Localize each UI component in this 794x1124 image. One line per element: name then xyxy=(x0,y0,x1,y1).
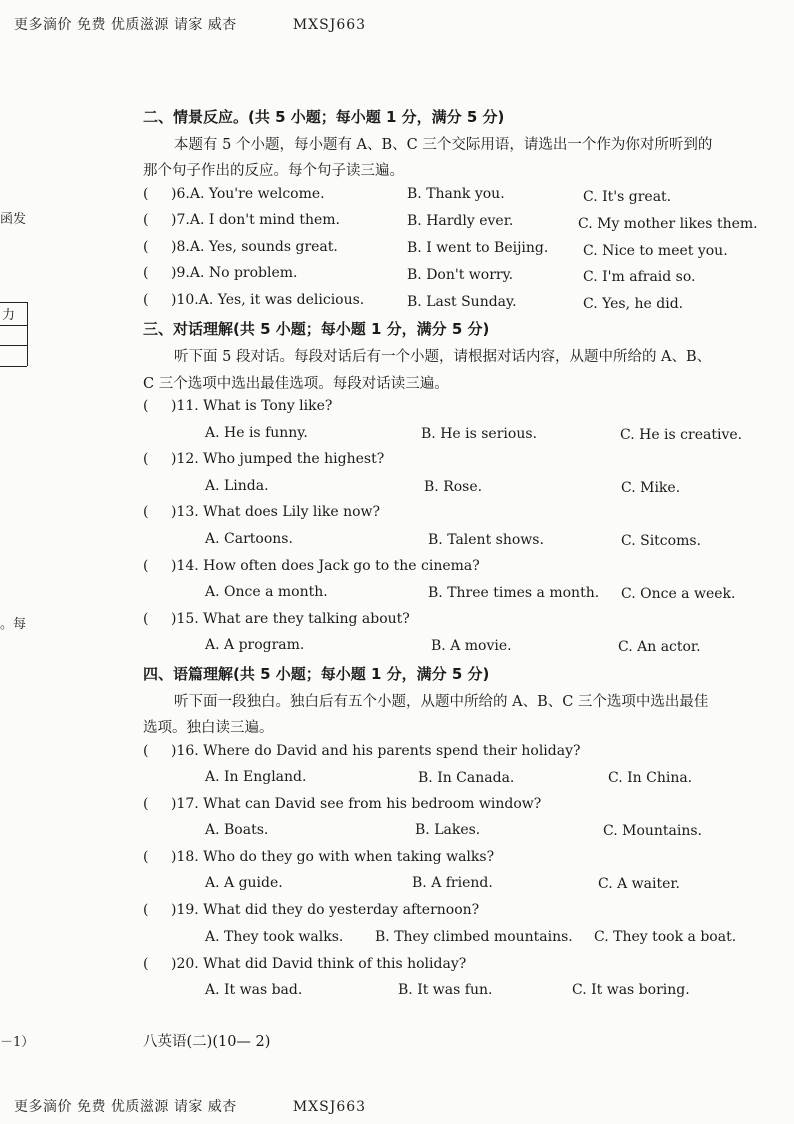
option-a: A. They took walks. xyxy=(205,929,344,945)
answer-blank[interactable]: ( xyxy=(143,239,149,255)
option-a: A. Linda. xyxy=(205,478,269,494)
answer-blank[interactable]: ( xyxy=(143,212,149,228)
banner-code: MXSJ663 xyxy=(292,17,367,33)
option-b: B. Lakes. xyxy=(415,822,481,838)
answer-blank[interactable]: ( xyxy=(143,558,149,574)
banner-text: 更多滴价 免费 优质滋源 请家 威杏 xyxy=(14,1099,237,1115)
option-b: B. A movie. xyxy=(431,638,512,654)
question-17: ( )17. What can David see from his bedroom window? xyxy=(143,796,542,812)
answer-blank[interactable]: ( xyxy=(143,611,149,627)
page-footer: 八英语(二)(10— 2) xyxy=(143,1034,271,1050)
option-b: B. Rose. xyxy=(424,479,483,495)
margin-box-line xyxy=(0,302,27,303)
section3-instruction-2: C 三个选项中选出最佳选项。每段对话读三遍。 xyxy=(143,376,449,392)
answer-blank[interactable]: ( xyxy=(143,956,149,972)
option-a: A. Cartoons. xyxy=(205,531,293,547)
left-edge-mid: 。每 xyxy=(0,617,27,632)
option-a: A. It was bad. xyxy=(205,982,303,998)
section4-title: 四、语篇理解(共 5 小题；每小题 1 分，满分 5 分) xyxy=(143,665,490,683)
question-18: ( )18. Who do they go with when taking walks? xyxy=(143,849,495,865)
answer-blank[interactable]: ( xyxy=(143,902,149,918)
left-edge-top: 函发 xyxy=(0,212,27,227)
option-b: B. Hardly ever. xyxy=(407,213,514,229)
option-b: B. Don't worry. xyxy=(407,267,514,283)
question-8: ( )8.A. Yes, sounds great. xyxy=(143,239,338,255)
option-c: C. Mountains. xyxy=(603,823,703,839)
section4-instruction-1: 听下面一段独白。独白后有五个小题，从题中所给的 A、B、C 三个选项中选出最佳 xyxy=(174,694,709,710)
question-12: ( )12. Who jumped the highest? xyxy=(143,451,385,467)
answer-blank[interactable]: ( xyxy=(143,504,149,520)
option-a: A. He is funny. xyxy=(205,425,308,441)
option-c: C. Once a week. xyxy=(621,586,736,602)
option-c: C. In China. xyxy=(608,770,693,786)
option-c: C. I'm afraid so. xyxy=(583,269,696,285)
margin-box-line xyxy=(27,302,28,366)
option-c: C. He is creative. xyxy=(620,427,743,443)
option-b: B. Three times a month. xyxy=(428,585,600,601)
answer-blank[interactable]: ( xyxy=(143,796,149,812)
margin-box-line xyxy=(0,366,27,367)
question-7: ( )7.A. I don't mind them. xyxy=(143,212,340,228)
option-b: B. Last Sunday. xyxy=(407,294,517,310)
section2-instruction-2: 那个句子作出的反应。每个句子读三遍。 xyxy=(143,163,404,179)
option-c: C. It was boring. xyxy=(572,982,690,998)
section3-instruction-1: 听下面 5 段对话。每段对话后有一个小题，请根据对话内容，从题中所给的 A、B、 xyxy=(174,349,712,365)
option-b: B. They climbed mountains. xyxy=(375,929,573,945)
option-a: A. Once a month. xyxy=(205,584,328,600)
question-14: ( )14. How often does Jack go to the cinema? xyxy=(143,558,480,574)
bottom-banner xyxy=(14,1096,366,1116)
option-c: C. Mike. xyxy=(621,480,681,496)
margin-box-line xyxy=(0,345,27,346)
option-a: A. A guide. xyxy=(205,875,283,891)
margin-box-line xyxy=(0,325,27,326)
question-6: ( )6.A. You're welcome. xyxy=(143,186,325,202)
left-edge-box-char: 力 xyxy=(2,308,16,323)
top-banner xyxy=(14,14,366,34)
banner-text: 更多滴价 免费 优质滋源 请家 威杏 xyxy=(14,17,237,33)
option-a: A. In England. xyxy=(205,769,307,785)
section3-title: 三、对话理解(共 5 小题；每小题 1 分，满分 5 分) xyxy=(143,320,490,338)
option-b: B. In Canada. xyxy=(418,770,515,786)
option-b: B. It was fun. xyxy=(398,982,493,998)
section4-instruction-2: 选项。独白读三遍。 xyxy=(143,720,274,736)
option-c: C. It's great. xyxy=(583,189,672,205)
option-a: A. Boats. xyxy=(205,822,269,838)
option-c: C. My mother likes them. xyxy=(578,216,758,232)
banner-code: MXSJ663 xyxy=(292,1099,367,1115)
answer-blank[interactable]: ( xyxy=(143,398,149,414)
left-edge-bottom: －1） xyxy=(0,1035,35,1050)
option-b: B. He is serious. xyxy=(421,426,537,442)
option-c: C. An actor. xyxy=(618,639,701,655)
question-16: ( )16. Where do David and his parents spend their holiday? xyxy=(143,743,581,759)
option-b: B. I went to Beijing. xyxy=(407,240,549,256)
answer-blank[interactable]: ( xyxy=(143,849,149,865)
answer-blank[interactable]: ( xyxy=(143,743,149,759)
option-b: B. Talent shows. xyxy=(428,532,544,548)
answer-blank[interactable]: ( xyxy=(143,292,149,308)
question-13: ( )13. What does Lily like now? xyxy=(143,504,381,520)
section2-title: 二、情景反应。(共 5 小题；每小题 1 分，满分 5 分) xyxy=(143,108,505,126)
answer-blank[interactable]: ( xyxy=(143,451,149,467)
answer-blank[interactable]: ( xyxy=(143,265,149,281)
option-c: C. A waiter. xyxy=(598,876,680,892)
option-c: C. Nice to meet you. xyxy=(583,243,728,259)
question-19: ( )19. What did they do yesterday afternoon? xyxy=(143,902,480,918)
question-11: ( )11. What is Tony like? xyxy=(143,398,333,414)
question-20: ( )20. What did David think of this holiday? xyxy=(143,956,467,972)
option-a: A. A program. xyxy=(205,637,305,653)
option-b: B. A friend. xyxy=(412,875,493,891)
answer-blank[interactable]: ( xyxy=(143,186,149,202)
option-c: C. They took a boat. xyxy=(594,929,737,945)
option-c: C. Yes, he did. xyxy=(583,296,684,312)
section2-instruction-1: 本题有 5 个小题，每小题有 A、B、C 三个交际用语，请选出一个作为你对所听到的 xyxy=(174,137,713,153)
question-10: ( )10.A. Yes, it was delicious. xyxy=(143,292,365,308)
option-c: C. Sitcoms. xyxy=(621,533,701,549)
question-9: ( )9.A. No problem. xyxy=(143,265,298,281)
option-b: B. Thank you. xyxy=(407,186,505,202)
question-15: ( )15. What are they talking about? xyxy=(143,611,410,627)
